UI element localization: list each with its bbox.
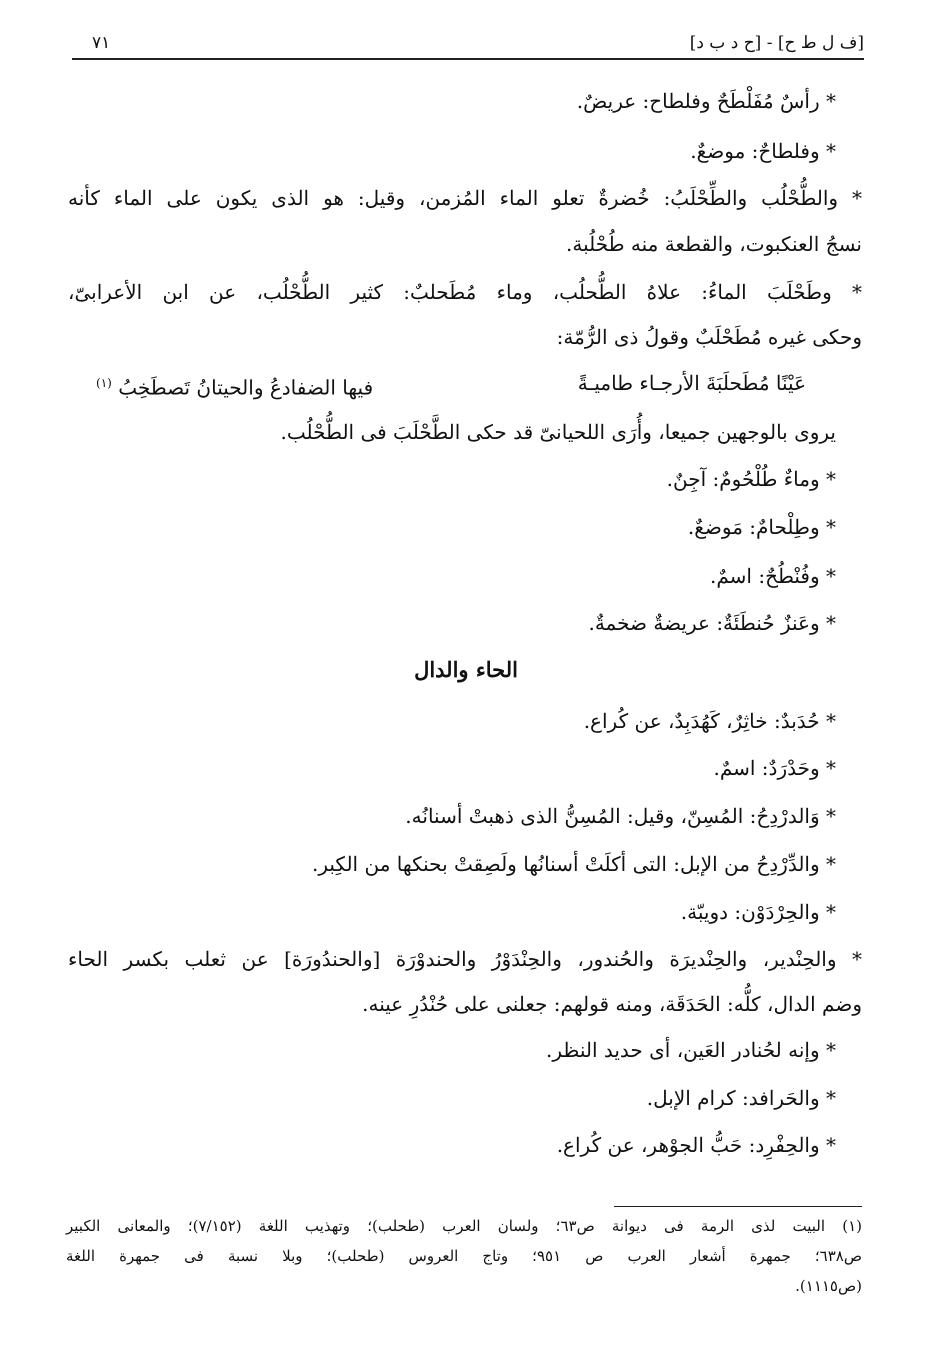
entry-continuation: وحكى غيره مُطَحْلَبٌ وقولُ ذى الرُّمّة:	[556, 325, 862, 349]
entry-continuation: نسجُ العنكبوت، والقطعة منه طُحْلُبة.	[565, 232, 862, 256]
entry-line: * وحَدْرَدٌ: اسمٌ.	[713, 756, 836, 780]
entry-line: * والحِرْدَوْن: دويبّة.	[680, 900, 836, 924]
entry-continuation: وضم الدال، كلُّه: الحَدَقَة، ومنه قولهم: جعلنى على حُنْدُرِ عينه.	[362, 992, 862, 1016]
verse-second-hemistich	[96, 368, 373, 403]
entry-line: * وماءٌ طُلْحُومٌ: آجِنٌ.	[666, 467, 836, 491]
entry-line: * وإنه لحُنادر العَين، أى حديد النظر.	[546, 1038, 836, 1062]
header-rule	[72, 58, 864, 60]
entry-line: * والطُّحْلُب والطِّحْلَبُ: خُضرةٌ تعلو الماء المُزمن، وقيل: هو الذى يكون على الماء كأنه	[68, 186, 862, 210]
page-number: ٧١	[92, 33, 111, 53]
entry-line: * وفُنْطُحٌ: اسمٌ.	[709, 564, 836, 588]
footnote-marker: (١)	[96, 376, 112, 390]
footnote-line: (ص١١١٥).	[795, 1277, 862, 1295]
entry-line: * رأسٌ مُفَلْطَحٌ وفلطاح: عريضٌ.	[576, 89, 836, 113]
header-root-title: [ف ل ط ح] - [ح د ب د]	[689, 33, 864, 53]
page-header	[72, 30, 864, 56]
verse-second-text: فيها الضفادعُ والحيتانُ تَصطَخِبُ	[118, 375, 374, 400]
entry-line: * والحِفْرِد: حَبُّ الجوْهر، عن كُراع.	[556, 1133, 836, 1157]
entry-line: * والدِّرْدِحُ من الإبل: التى أكلَتْ أسنانُها ولَصِقتْ بحنكها من الكِبر.	[311, 852, 836, 876]
entry-line: * وَالدرْدِحُ: المُسِنّ، وقيل: المُسِنُّ الذى ذهبتْ أسنانُه.	[405, 804, 836, 828]
footnote-line: (١) البيت لذى الرمة فى ديوانة ص٦٣؛ ولسان العرب (طحلب)؛ وتهذيب اللغة (٧/١٥٢)؛ والمعانى الكبير	[66, 1217, 862, 1235]
entry-line: * وطِلْحامٌ: مَوضعٌ.	[687, 515, 836, 539]
entry-line: * والحَرافد: كرام الإبل.	[646, 1086, 836, 1110]
entry-line: * والحِنْدير، والحِنْديرَة والحُندور، والحِنْدَوْرُ والحندوْرَة [والحندُورَة] عن ثعلب بكسر الحاء	[68, 947, 862, 971]
footnote-line: ص٦٣٨؛ جمهرة أشعار العرب ص ٩٥١؛ وتاج العروس (طحلب)؛ وبلا نسبة فى جمهرة اللغة	[66, 1247, 862, 1265]
poetry-verse	[96, 368, 806, 398]
entry-line: يروى بالوجهين جميعا، وأُرَى اللحيانىّ قد حكى الطَّحْلَبَ فى الطُّحْلُب.	[280, 420, 836, 444]
entry-line: * وفلطاحٌ: موضعٌ.	[690, 139, 836, 163]
section-heading: الحاء والدال	[414, 657, 518, 682]
entry-line: * وطَحْلَبَ الماءُ: علاهُ الطُّحلُب، وماء مُطَحلبٌ: كثير الطُّحْلُب، عن ابن الأعرابىّ،	[68, 280, 862, 304]
footnote-rule	[614, 1206, 862, 1207]
verse-first-hemistich: عَيْنًا مُطَحلَبَةَ الأرجـاء طاميـةً	[577, 371, 806, 395]
entry-line: * وعَنزٌ حُنطَئَةٌ: عريضةٌ ضخمةٌ.	[588, 611, 836, 635]
entry-line: * حُدَبدٌ: خاثِرٌ، كَهُدَبِدٌ، عن كُراع.	[583, 709, 836, 733]
